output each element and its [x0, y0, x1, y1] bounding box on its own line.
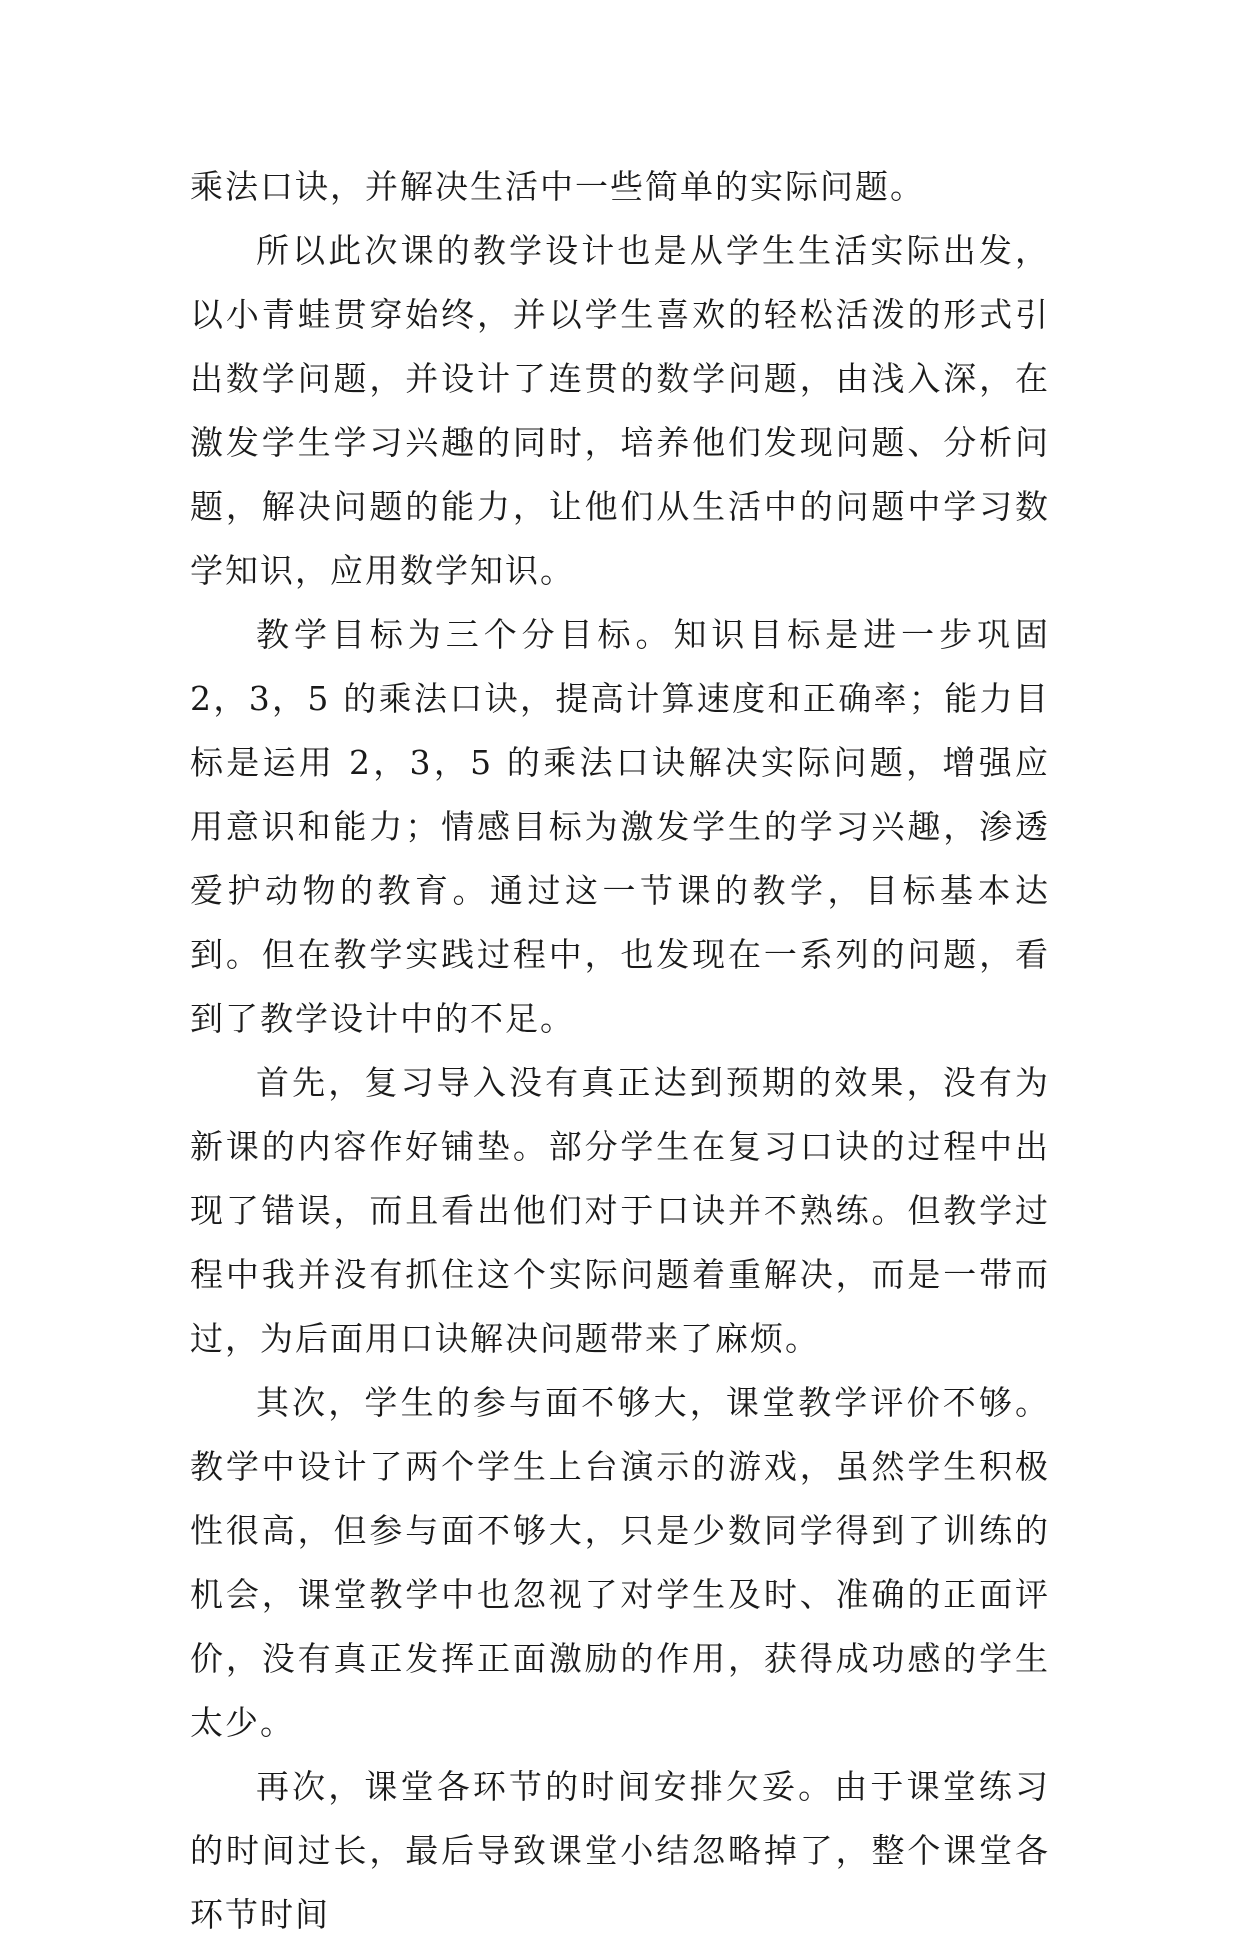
- document-body: [190, 155, 1050, 1947]
- paragraph-third-issue: 再次，课堂各环节的时间安排欠妥。由于课堂练习的时间过长，最后导致课堂小结忽略掉了，整个课堂各环节时间: [190, 1767, 1050, 1934]
- paragraph-design-approach: 所以此次课的教学设计也是从学生生活实际出发，以小青蛙贯穿始终，并以学生喜欢的轻松活泼的形式引出数学问题，并设计了连贯的数学问题，由浅入深，在激发学生学习兴趣的同时，培养他们发现问题、分析问题，解决问题的能力，让他们从生活中的问题中学习数学知识，应用数学知识。: [190, 231, 1050, 590]
- paragraph-teaching-goals: 教学目标为三个分目标。知识目标是进一步巩固 2，3，5 的乘法口诀，提高计算速度和正确率；能力目标是运用 2，3，5 的乘法口诀解决实际问题，增强应用意识和能力；情感目标为激发学生的学习兴趣，渗透爱护动物的教育。通过这一节课的教学，目标基本达到。但在教学实践过程中，也发现在一系列的问题，看到了教学设计中的不足。: [190, 615, 1050, 1038]
- paragraph-second-issue: 其次，学生的参与面不够大，课堂教学评价不够。教学中设计了两个学生上台演示的游戏，虽然学生积极性很高，但参与面不够大，只是少数同学得到了训练的机会，课堂教学中也忽视了对学生及时、准确的正面评价，没有真正发挥正面激励的作用，获得成功感的学生太少。: [190, 1383, 1050, 1742]
- paragraph-continuation: 乘法口诀，并解决生活中一些简单的实际问题。: [190, 167, 925, 206]
- paragraph-first-issue: 首先，复习导入没有真正达到预期的效果，没有为新课的内容作好铺垫。部分学生在复习口诀的过程中出现了错误，而且看出他们对于口诀并不熟练。但教学过程中我并没有抓住这个实际问题着重解决，而是一带而过，为后面用口诀解决问题带来了麻烦。: [190, 1063, 1050, 1358]
